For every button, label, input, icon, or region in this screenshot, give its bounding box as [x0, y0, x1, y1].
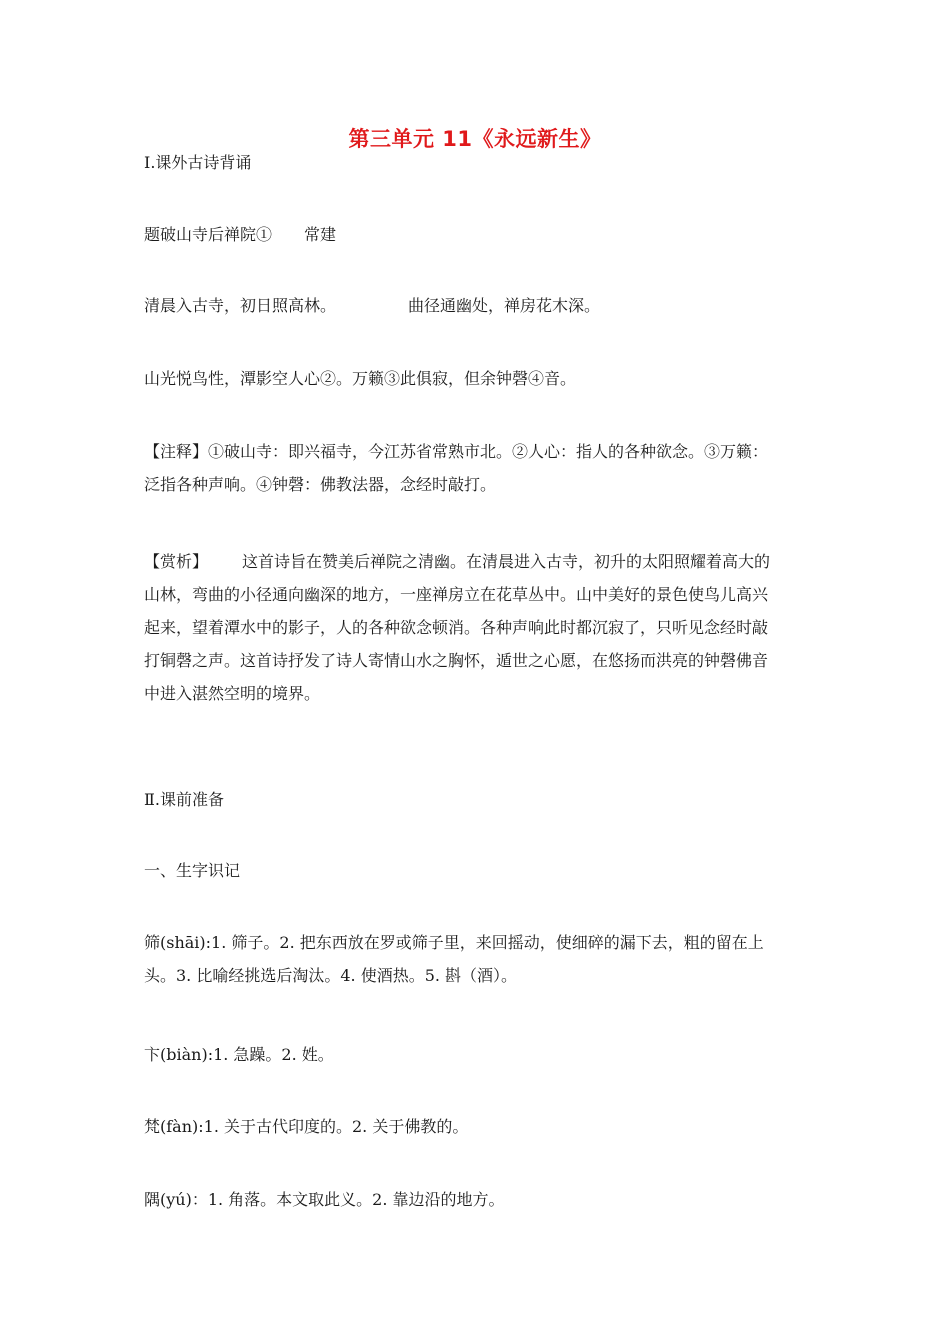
vocab-entry-line: 头。3. 比喻经挑选后淘汰。4. 使酒热。5. 斟（酒）。	[144, 966, 518, 985]
vocab-entry-1	[144, 929, 814, 990]
section2-subheading: 一、生字识记	[144, 861, 241, 880]
poem-line-1b: 曲径通幽处，禅房花木深。	[408, 296, 601, 315]
appreciation-line: 山林，弯曲的小径通向幽深的地方，一座禅房立在花草丛中。山中美好的景色使鸟儿高兴	[144, 585, 769, 604]
notes-paragraph	[144, 438, 814, 499]
poem-line-1	[144, 292, 814, 320]
appreciation-label: 【赏析】	[144, 552, 209, 571]
vocab-entry-3: 梵(fàn):1. 关于古代印度的。2. 关于佛教的。	[144, 1117, 469, 1136]
poem-author: 常建	[304, 225, 337, 244]
appreciation-line: 打铜磬之声。这首诗抒发了诗人寄情山水之胸怀，遁世之心愿，在悠扬而洪亮的钟磬佛音	[144, 651, 769, 670]
vocab-entry-line: 筛(shāi):1. 筛子。2. 把东西放在罗或筛子里，来回摇动，使细碎的漏下去，粗的留在上	[144, 933, 764, 952]
vocab-entry-4: 隅(yú)：1. 角落。本文取此义。2. 靠边沿的地方。	[144, 1190, 505, 1209]
poem-title: 题破山寺后禅院①	[144, 225, 273, 244]
notes-line: 泛指各种声响。④钟磬：佛教法器，念经时敲打。	[144, 475, 497, 494]
appreciation-paragraph	[144, 548, 814, 713]
vocab-entry-2: 卞(biàn):1. 急躁。2. 姓。	[144, 1045, 334, 1064]
notes-line: 【注释】①破山寺：即兴福寺，今江苏省常熟市北。②人心：指人的各种欲念。③万籁：	[144, 442, 769, 461]
section1-heading: Ⅰ.课外古诗背诵	[144, 153, 252, 172]
section2-heading: Ⅱ.课前准备	[144, 790, 224, 809]
appreciation-line	[144, 548, 814, 581]
poem-line-1a: 清晨入古寺，初日照高林。	[144, 296, 337, 315]
poem-title-line	[144, 221, 814, 249]
appreciation-line: 起来，望着潭水中的影子，人的各种欲念顿消。各种声响此时都沉寂了，只听见念经时敲	[144, 618, 769, 637]
appreciation-line: 中进入湛然空明的境界。	[144, 684, 321, 703]
appreciation-text: 这首诗旨在赞美后禅院之清幽。在清晨进入古寺，初升的太阳照耀着高大的	[242, 552, 771, 571]
poem-line-2: 山光悦鸟性，潭影空人心②。万籁③此俱寂，但余钟磬④音。	[144, 369, 577, 388]
document-title: 第三单元 11《永远新生》	[348, 127, 602, 151]
